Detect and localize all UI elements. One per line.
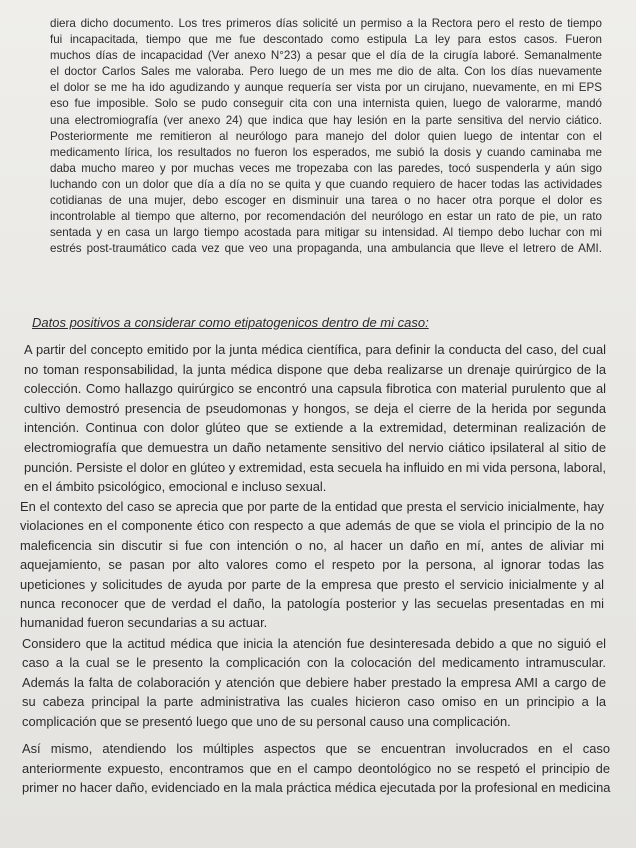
text-line: su cabeza principal la parte administrativa las cuales hicieron caso omiso en un principio a la bbox=[22, 694, 606, 710]
text-line: medicamento lírica, los resultados no fueron los esperados, me subió la dosis y cuando caminaba me bbox=[50, 145, 602, 159]
text-line: daba mucho mareo y por muchas veces me tropezaba con las paredes, tocó suspenderla y aún sigo bbox=[50, 161, 602, 175]
text-line: punción. Persiste el dolor en glúteo y extremidad, esta secuela ha influido en mi vida persona, laboral, bbox=[24, 459, 606, 475]
text-line: anteriormente expuesto, encontramos que en el campo deontológico no se respetó el principio de bbox=[22, 760, 610, 776]
text-line: luchando con un dolor que día a día no se quita y que cuando requiero de hacer todas las actividades bbox=[50, 177, 602, 191]
text-line: el doctor Carlos Sales me valoraba. Pero luego de un mes me dio de alta. Con los días nuevamente bbox=[50, 65, 602, 79]
text-line: estrés post-traumático cada vez que veo una propaganda, una ambulancia que lleve el letrero de AMI. bbox=[50, 242, 602, 256]
text-line: cultivo demostró presencia de pseudomonas y hongos, se deja el cierre de la herida por segunda bbox=[24, 400, 606, 416]
text-line: upeticiones y solicitudes de ayuda por parte de la empresa que presto el servicio inicialmente y al bbox=[20, 576, 604, 592]
text-line: fui incapacitada, tiempo que me fue descontado como estipula La ley para estos casos. Fueron bbox=[50, 33, 602, 47]
paragraph-ethics bbox=[20, 497, 604, 633]
text-line: no toman responsabilidad, la junta médica dispone que deba realizarse un drenaje quirúrgico de la bbox=[24, 361, 606, 377]
text-line: Considero que la actitud médica que inicia la atención fue desinteresada debido a que no siguió el bbox=[22, 636, 606, 651]
text-line: nunca reconocer que de verdad el daño, la patología posterior y las secuelas presentadas en mi bbox=[20, 596, 604, 612]
text-line: intención. Continua con dolor glúteo que se extiende a la extremidad, determinan realización de bbox=[24, 420, 606, 436]
text-line: A partir del concepto emitido por la junta médica científica, para definir la conducta del caso, del cual bbox=[24, 342, 606, 357]
text-line: sentada y en casa un largo tiempo acostada para mitigar su intensidad. Al tiempo debo luchar con mi bbox=[50, 226, 602, 240]
paragraph-incapacity bbox=[50, 16, 602, 257]
text-line: humanidad fueron secundarias a su actuar. bbox=[20, 615, 268, 631]
text-line: en el ámbito psicológico, emocional e incluso sexual. bbox=[24, 479, 327, 495]
text-line: Posteriormente me remitieron al neurólogo para manejo del dolor quien luego de intentar con el bbox=[50, 129, 602, 143]
text-line: el dolor se me ha ido agudizando y aunque requería ser vista por un cirujano, nuevamente, en mi EPS bbox=[50, 81, 602, 95]
text-line: muchos días de incapacidad (Ver anexo N°23) a pesar que el día de la cirugía laboré. Semanalmente bbox=[50, 49, 602, 63]
text-line: una electromiografía (ver anexo 24) que indica que hay lesión en la parte sensitiva del nervio ciático. bbox=[50, 113, 602, 127]
paragraph-medical-attitude bbox=[22, 634, 606, 731]
text-line: complicación que se presentó luego que uno de su personal causo una complicación. bbox=[22, 713, 511, 729]
paragraph-deontology bbox=[22, 739, 610, 798]
text-line: En el contexto del caso se aprecia que por parte de la entidad que presta el servicio inicialmente, hay bbox=[20, 499, 604, 514]
text-line: maleficencia sin discutir si fue con intención o no, al hacer un daño en mí, antes de aliviar mi bbox=[20, 537, 604, 553]
text-line: caso a la cual se le presento la complicación con la colocación del medicamento intramuscular. bbox=[22, 655, 606, 671]
text-line: electromiografía que demuestra un daño netamente sensitivo del nervio ciático ipsilateral al sitio de bbox=[24, 439, 606, 455]
text-line: eso fue imposible. Solo se pudo conseguir cita con una internista quien, luego de valorarme, mandó bbox=[50, 97, 602, 111]
text-line: aquejamiento, se pasan por alto valores como el respeto por la persona, al ignorar todas las bbox=[20, 557, 604, 573]
text-line: colección. Como hallazgo quirúrgico se encontró una capsula fibrotica con material purulento que al bbox=[24, 381, 606, 397]
text-line: violaciones en el componente ético con respecto a que además de que se viola el principio de la no bbox=[20, 518, 604, 534]
text-line: cotidianas de una mujer, debo escoger en disminuir una tarea o no hacer otra porque el dolor es bbox=[50, 194, 602, 208]
text-line: diera dicho documento. Los tres primeros días solicité un permiso a la Rectora pero el resto de tiempo bbox=[50, 17, 602, 30]
paragraph-medical-board bbox=[24, 340, 606, 497]
text-line: Además la falta de colaboración y atención que debiere haber prestado la empresa AMI a cargo de bbox=[22, 674, 606, 690]
text-line: incontrolable al tiempo que alterno, por recomendación del neurólogo en estar un rato de pie, un rato bbox=[50, 210, 602, 224]
section-heading: Datos positivos a considerar como etipatogenicos dentro de mi caso: bbox=[32, 315, 429, 330]
text-line: Así mismo, atendiendo los múltiples aspectos que se encuentran involucrados en el caso bbox=[22, 741, 610, 756]
text-line: primer no hacer daño, evidenciado en la mala práctica médica ejecutada por la profesional en medicina bbox=[22, 780, 611, 796]
section-heading-block bbox=[32, 314, 596, 332]
